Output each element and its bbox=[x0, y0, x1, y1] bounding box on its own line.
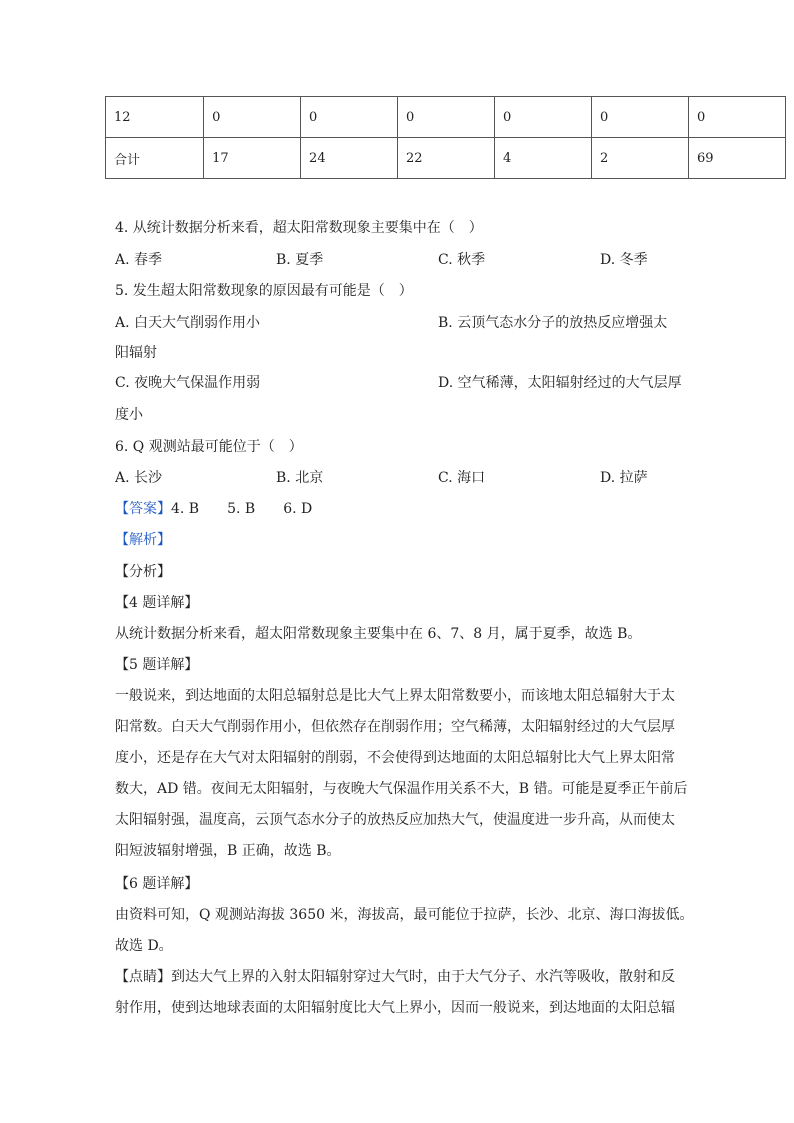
q5-option-c: C. 夜晚大气保温作用弱 bbox=[115, 375, 261, 391]
dianjing-text: 到达大气上界的入射太阳辐射穿过大气时，由于大气分子、水汽等吸收，散射和反 bbox=[171, 969, 675, 985]
detail-4-text: 从统计数据分析来看，超太阳常数现象主要集中在 6、7、8 月，属于夏季，故选 B。 bbox=[115, 626, 642, 642]
table-cell: 2 bbox=[592, 138, 689, 179]
question-6-stem: 6. Q 观测站最可能位于（ ） bbox=[115, 439, 303, 455]
table-cell: 0 bbox=[688, 97, 785, 138]
q4-option-d: D. 冬季 bbox=[600, 252, 648, 268]
detail-6-label: 【6 题详解】 bbox=[115, 876, 199, 892]
detail-5-line: 数大，AD 错。夜间无太阳辐射，与夜晚大气保温作用关系不大，B 错。可能是夏季正午前后 bbox=[115, 781, 688, 797]
answer-label: 【答案】 bbox=[115, 501, 171, 517]
answer-line bbox=[115, 499, 312, 519]
q5-option-b: B. 云顶气态水分子的放热反应增强太 bbox=[438, 315, 668, 331]
table-cell: 0 bbox=[204, 97, 301, 138]
detail-5-line: 一般说来，到达地面的太阳总辐射总是比大气上界太阳常数要小，而该地太阳总辐射大于太 bbox=[115, 688, 675, 704]
q6-option-a: A. 长沙 bbox=[115, 470, 163, 486]
table-cell: 0 bbox=[592, 97, 689, 138]
question-5-stem: 5. 发生超太阳常数现象的原因最有可能是（ ） bbox=[115, 283, 413, 299]
detail-6-paragraph bbox=[115, 900, 694, 962]
dianjing-line-1 bbox=[115, 967, 675, 987]
table-cell: 4 bbox=[495, 138, 592, 179]
detail-6-line: 故选 D。 bbox=[115, 938, 173, 954]
table-cell: 17 bbox=[204, 138, 301, 179]
q4-option-b: B. 夏季 bbox=[276, 252, 324, 268]
q6-option-b: B. 北京 bbox=[276, 470, 324, 486]
q5-option-d-continued: 度小 bbox=[115, 407, 143, 423]
dianjing-line-2: 射作用，使到达地球表面的太阳辐射度比大气上界小，因而一般说来，到达地面的太阳总辐 bbox=[115, 1000, 675, 1016]
answer-text: 4. B 5. B 6. D bbox=[171, 501, 313, 517]
dianjing-label: 【点睛】 bbox=[115, 969, 171, 985]
table-cell: 合计 bbox=[106, 138, 204, 179]
fenxi-label: 【分析】 bbox=[115, 564, 171, 580]
table-cell: 0 bbox=[301, 97, 398, 138]
table-cell: 12 bbox=[106, 97, 204, 138]
detail-5-paragraph bbox=[115, 681, 688, 867]
q6-option-d: D. 拉萨 bbox=[600, 470, 648, 486]
table-row bbox=[106, 97, 786, 138]
question-4-stem: 4. 从统计数据分析来看，超太阳常数现象主要集中在（ ） bbox=[115, 220, 483, 236]
detail-5-line: 阳短波辐射增强，B 正确，故选 B。 bbox=[115, 843, 341, 859]
detail-5-line: 阳常数。白天大气削弱作用小，但依然存在削弱作用；空气稀薄，太阳辐射经过的大气层厚 bbox=[115, 719, 675, 735]
table-cell: 0 bbox=[398, 97, 495, 138]
detail-5-label: 【5 题详解】 bbox=[115, 657, 199, 673]
analysis-label: 【解析】 bbox=[115, 532, 171, 548]
q5-option-a: A. 白天大气削弱作用小 bbox=[115, 315, 261, 331]
table-row bbox=[106, 138, 786, 179]
detail-5-line: 太阳辐射强，温度高，云顶气态水分子的放热反应加热大气，使温度进一步升高，从而使太 bbox=[115, 812, 675, 828]
q4-option-c: C. 秋季 bbox=[438, 252, 486, 268]
detail-5-line: 度小，还是存在大气对太阳辐射的削弱，不会使得到达地面的太阳总辐射比大气上界太阳常 bbox=[115, 750, 675, 766]
table-cell: 22 bbox=[398, 138, 495, 179]
statistics-table bbox=[105, 96, 786, 179]
q5-option-b-continued: 阳辐射 bbox=[115, 345, 157, 361]
table-cell: 69 bbox=[688, 138, 785, 179]
q6-option-c: C. 海口 bbox=[438, 470, 486, 486]
table-cell: 0 bbox=[495, 97, 592, 138]
q4-option-a: A. 春季 bbox=[115, 252, 163, 268]
detail-6-line: 由资料可知，Q 观测站海拔 3650 米，海拔高，最可能位于拉萨，长沙、北京、海口海拔低。 bbox=[115, 907, 694, 923]
detail-4-label: 【4 题详解】 bbox=[115, 595, 199, 611]
q5-option-d: D. 空气稀薄，太阳辐射经过的大气层厚 bbox=[438, 375, 682, 391]
table-cell: 24 bbox=[301, 138, 398, 179]
